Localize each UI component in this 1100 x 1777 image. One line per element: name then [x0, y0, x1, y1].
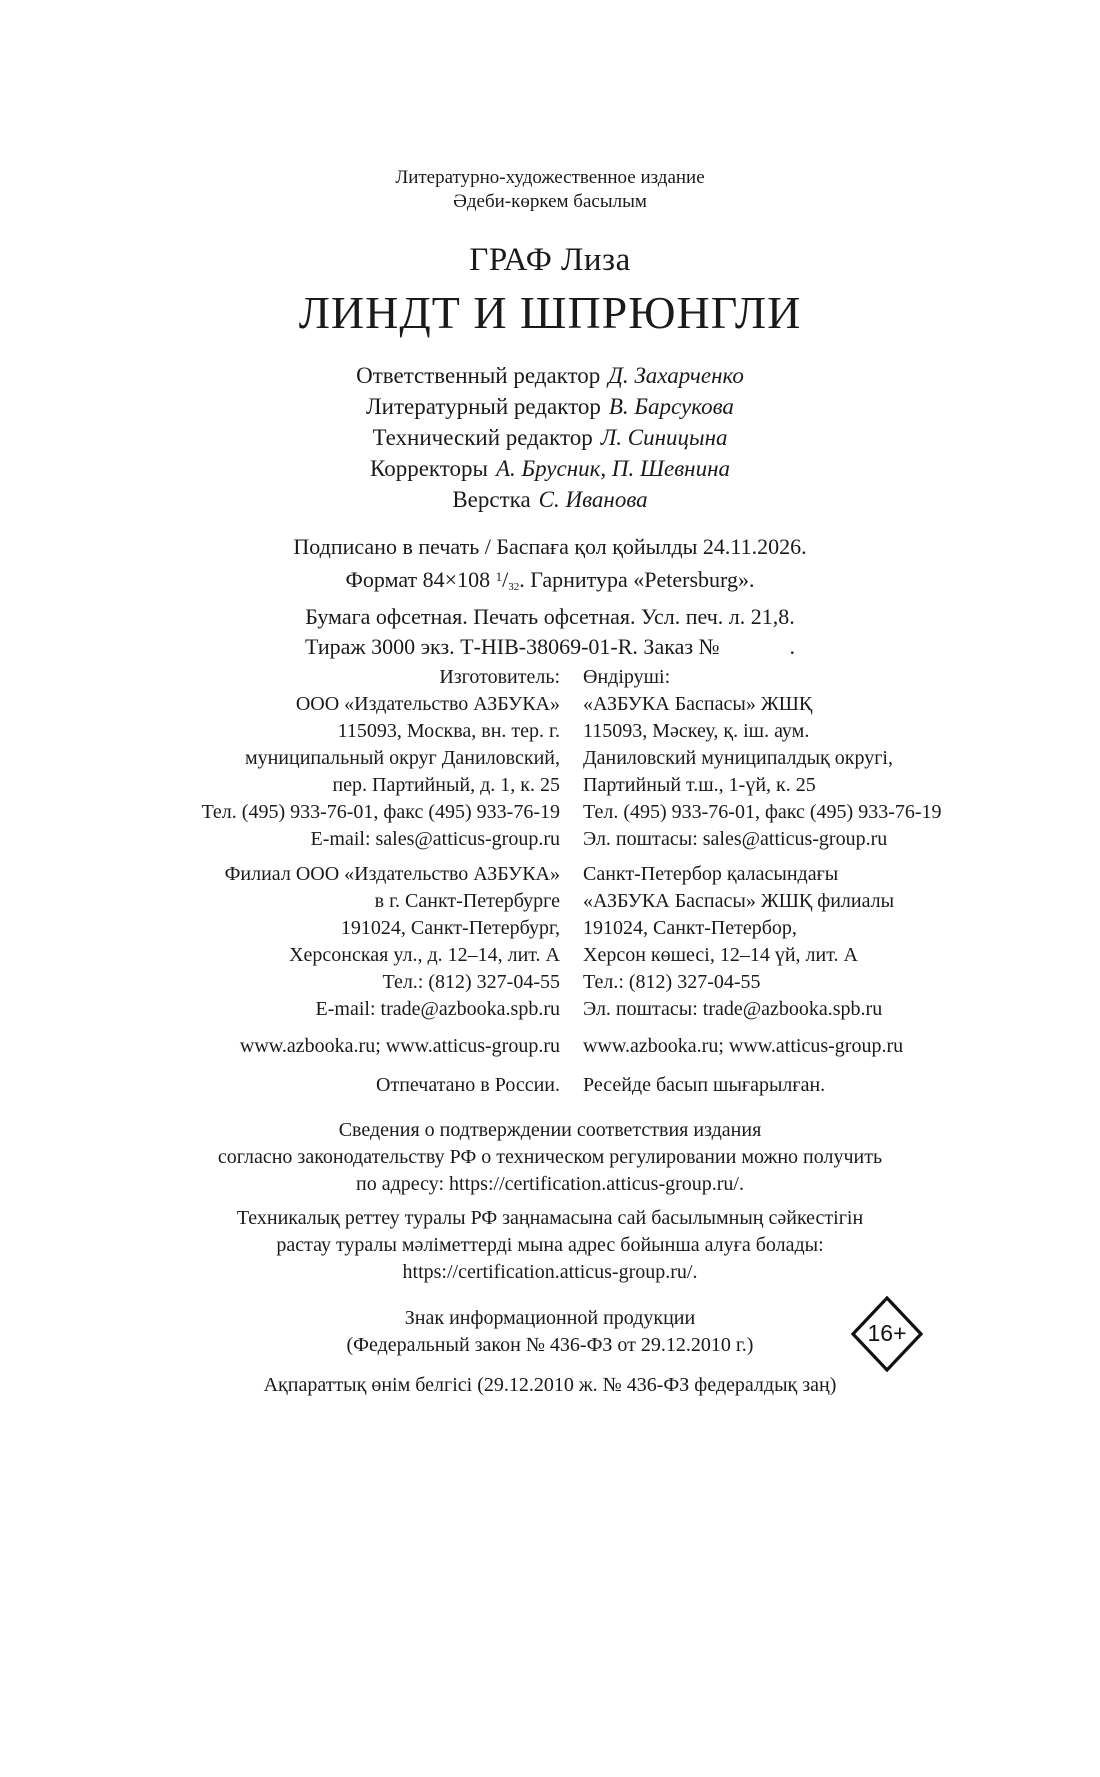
format-fraction-denominator: 32 [508, 581, 520, 593]
print-run-end: . [789, 634, 796, 659]
branch-ru-line: Херсонская ул., д. 12–14, лит. А [289, 944, 560, 966]
branch-kz [583, 861, 894, 1023]
manufacturer-kz-line: 115093, Мәскеу, қ. іш. аум. [583, 720, 810, 742]
branch-kz-line: «АЗБУКА Баспасы» ЖШҚ филиалы [583, 890, 895, 912]
branch-kz-line: Санкт-Петербор қаласындағы [583, 863, 839, 885]
branch-kz-line: 191024, Санкт-Петербор, [583, 917, 797, 939]
manufacturer-ru-line: Изготовитель: [439, 666, 560, 688]
manufacturer-kz-email: Эл. поштасы: sales@atticus-group.ru [583, 828, 888, 850]
info-product-sign-ru [0, 1305, 1100, 1359]
typeface-info: . Гарнитура «Petersburg». [519, 567, 755, 592]
manufacturer-kz-line: Даниловский муниципалдық округі, [583, 747, 893, 769]
credit-role: Ответственный редактор [356, 363, 601, 388]
print-run: Тираж 3000 экз. Т-HIB-38069-01-R. Заказ № [304, 634, 720, 659]
manufacturer-kz [583, 664, 942, 853]
printed-in-section [0, 1072, 1100, 1102]
edition-type [0, 166, 1100, 214]
branch-section [0, 861, 1100, 1026]
manufacturer-kz-line: Партийный т.ш., 1-үй, к. 25 [583, 774, 816, 796]
format-fraction-slash: / [502, 567, 509, 592]
credit-role: Корректоры [370, 456, 488, 481]
certification-ru-line: Сведения о подтверждении соответствия издания [338, 1119, 762, 1141]
branch-ru-line: Филиал ООО «Издательство АЗБУКА» [224, 863, 560, 885]
print-run-line [0, 632, 1100, 662]
credit-name: С. Иванова [538, 487, 648, 512]
branch-ru-line: в г. Санкт-Петербурге [374, 890, 560, 912]
manufacturer-ru [201, 664, 560, 853]
credit-line [0, 391, 1100, 422]
certification-ru [0, 1117, 1100, 1198]
manufacturer-ru-phone: Тел. (495) 933-76-01, факс (495) 933-76-19 [201, 801, 560, 823]
book-title: ЛИНДТ И ШПРЮНГЛИ [298, 287, 802, 338]
branch-ru [225, 861, 560, 1023]
credit-name: В. Барсукова [608, 394, 734, 419]
credit-line [0, 484, 1100, 515]
credit-role: Верстка [452, 487, 531, 512]
print-info [0, 532, 1100, 662]
info-sign-title: Знак информационной продукции [404, 1307, 696, 1329]
credits-list [0, 360, 1100, 515]
branch-kz-phone: Тел.: (812) 327-04-55 [583, 971, 761, 993]
manufacturer-kz-phone: Тел. (495) 933-76-01, факс (495) 933-76-19 [583, 801, 942, 823]
credit-name: Л. Синицына [600, 425, 728, 450]
edition-type-ru: Литературно-художественное издание [395, 167, 705, 188]
info-sign-law: (Федеральный закон № 436-ФЗ от 29.12.2010 г.) [346, 1334, 754, 1356]
branch-ru-email: E-mail: trade@azbooka.spb.ru [315, 998, 560, 1020]
manufacturer-ru-line: 115093, Москва, вн. тер. г. [337, 720, 560, 742]
format-line [0, 562, 1100, 602]
branch-ru-line: 191024, Санкт-Петербург, [340, 917, 560, 939]
manufacturer-ru-line: ООО «Издательство АЗБУКА» [295, 693, 560, 715]
credit-role: Литературный редактор [366, 394, 601, 419]
printed-in-kz: Ресейде басып шығарылған. [583, 1074, 826, 1096]
websites-kz: www.azbooka.ru; www.atticus-group.ru [583, 1035, 904, 1057]
edition-type-kz: Әдеби-көркем басылым [453, 191, 647, 212]
format-size: Формат 84×108 [345, 567, 491, 592]
manufacturer-ru-email: E-mail: sales@atticus-group.ru [310, 828, 560, 850]
manufacturer-ru-line: пер. Партийный, д. 1, к. 25 [332, 774, 560, 796]
branch-kz-email: Эл. поштасы: trade@azbooka.spb.ru [583, 998, 883, 1020]
websites-section [0, 1033, 1100, 1063]
credit-role: Технический редактор [372, 425, 593, 450]
age-rating-badge [851, 1296, 923, 1372]
manufacturer-kz-line: «АЗБУКА Баспасы» ЖШҚ [583, 693, 813, 715]
certification-kz-url: https://certification.atticus-group.ru/. [402, 1261, 698, 1283]
branch-kz-line: Херсон көшесі, 12–14 үй, лит. А [583, 944, 858, 966]
credit-name: Д. Захарченко [608, 363, 744, 388]
info-product-sign-kz: Ақпараттық өнім белгісі (29.12.2010 ж. № 436-ФЗ федералдық заң) [263, 1374, 837, 1396]
credit-line [0, 422, 1100, 453]
websites-ru: www.azbooka.ru; www.atticus-group.ru [239, 1035, 560, 1057]
manufacturer-ru-line: муниципальный округ Даниловский, [244, 747, 560, 769]
certification-kz [0, 1205, 1100, 1286]
certification-kz-line: Техникалық реттеу туралы РФ заңнамасына сай басылымның сәйкестігін [236, 1207, 864, 1229]
signed-to-print: Подписано в печать / Баспаға қол қойылды 24.11.2026. [293, 534, 807, 559]
certification-ru-line: согласно законодательству РФ о техническом регулировании можно получить [217, 1146, 883, 1168]
paper-info: Бумага офсетная. Печать офсетная. Усл. печ. л. 21,8. [305, 604, 795, 629]
manufacturer-kz-line: Өндіруші: [583, 666, 671, 688]
printed-in-ru: Отпечатано в России. [376, 1074, 560, 1096]
manufacturer-section [0, 664, 1100, 854]
credit-line [0, 453, 1100, 484]
credit-line [0, 360, 1100, 391]
branch-ru-phone: Тел.: (812) 327-04-55 [382, 971, 560, 993]
author-name: ГРАФ Лиза [469, 242, 631, 278]
age-rating-label: 16+ [867, 1320, 907, 1346]
credit-name: А. Брусник, П. Шевнина [495, 456, 730, 481]
certification-ru-url: по адресу: https://certification.atticus-group.ru/. [356, 1173, 744, 1195]
certification-kz-line: растау туралы мәліметтерді мына адрес бойынша алуға болады: [276, 1234, 824, 1256]
format-fraction-numerator: 1 [495, 569, 503, 584]
